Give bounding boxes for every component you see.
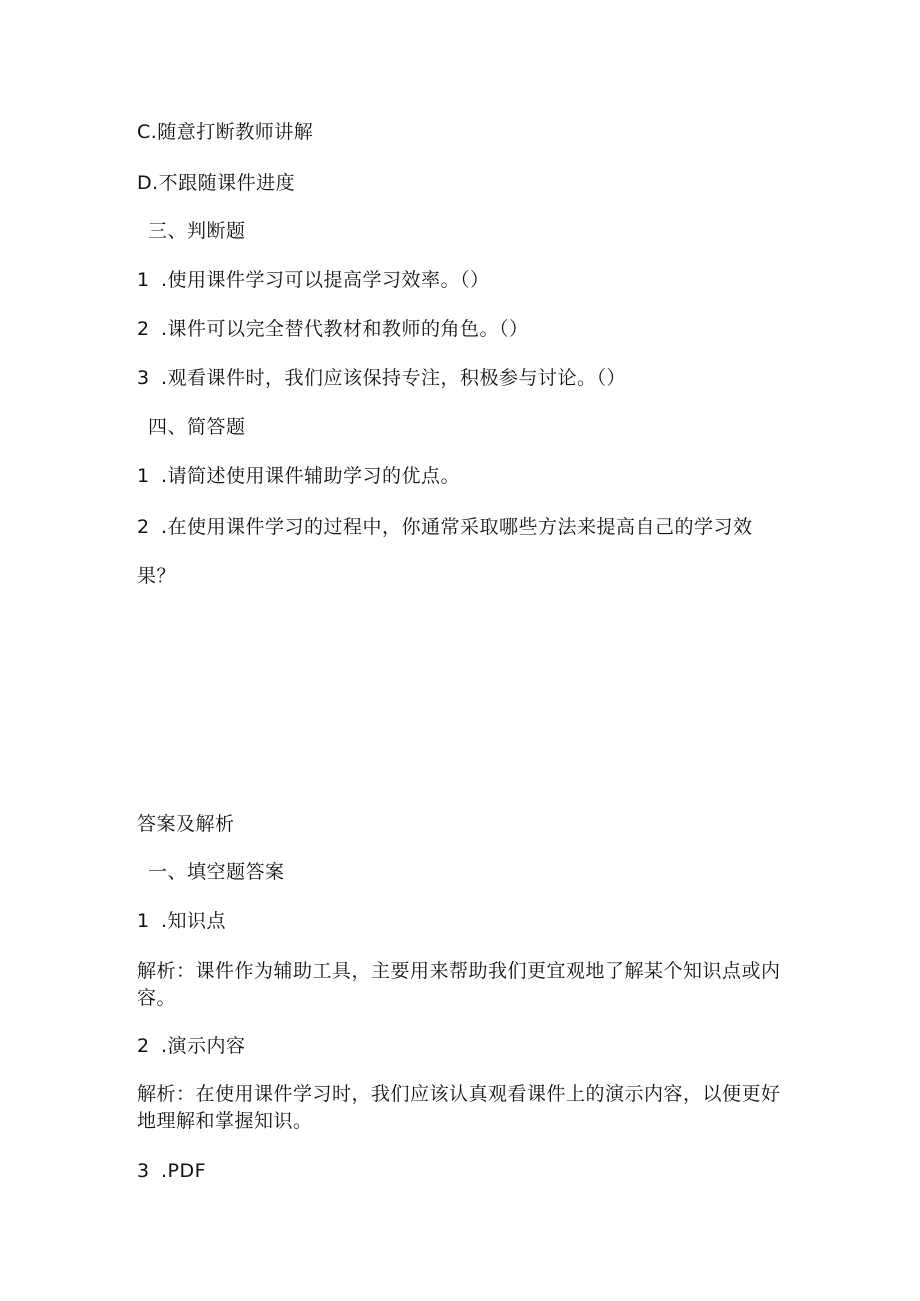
option-d: D.不跟随课件进度 (137, 172, 296, 194)
answer-1 (137, 909, 226, 933)
answer-3 (137, 1159, 206, 1183)
question-text: .请简述使用课件辅助学习的优点。 (161, 465, 461, 487)
question-text: .课件可以完全替代教材和教师的角色。（） (161, 318, 529, 340)
question-number: 1 (137, 465, 150, 487)
option-c: C.随意打断教师讲解 (137, 121, 314, 143)
question-number: 3 (137, 367, 150, 389)
question-text: .在使用课件学习的过程中，你通常采取哪些方法来提高自己的学习效 (161, 516, 753, 538)
section-title-fill-answers: 一、填空题答案 (148, 861, 285, 883)
question-number: 2 (137, 516, 150, 538)
short-question-1 (137, 464, 460, 488)
answer-2 (137, 1034, 246, 1058)
answer-number: 2 (137, 1035, 150, 1057)
answer-text: .PDF (161, 1160, 207, 1182)
question-number: 1 (137, 269, 150, 291)
question-number: 2 (137, 318, 150, 340)
answer-number: 1 (137, 910, 150, 932)
answer-text: .演示内容 (161, 1035, 246, 1057)
analysis-2: 解析：在使用课件学习时，我们应该认真观看课件上的演示内容，以便更好地理解和掌握知识。 (137, 1083, 781, 1132)
question-text: .观看课件时，我们应该保持专注，积极参与讨论。（） (161, 367, 627, 389)
judge-question-3 (137, 366, 626, 390)
short-question-2-continuation: 果？ (137, 565, 177, 587)
section-title-judge: 三、判断题 (148, 220, 246, 242)
answer-text: .知识点 (161, 910, 227, 932)
answer-number: 3 (137, 1160, 150, 1182)
question-text: .使用课件学习可以提高学习效率。（） (161, 269, 490, 291)
short-question-2 (137, 515, 753, 539)
section-title-short-answer: 四、简答题 (148, 416, 246, 438)
answers-title: 答案及解析 (137, 813, 235, 835)
analysis-1: 解析：课件作为辅助工具，主要用来帮助我们更宜观地了解某个知识点或内容。 (137, 960, 781, 1009)
judge-question-1 (137, 268, 490, 292)
judge-question-2 (137, 317, 529, 341)
